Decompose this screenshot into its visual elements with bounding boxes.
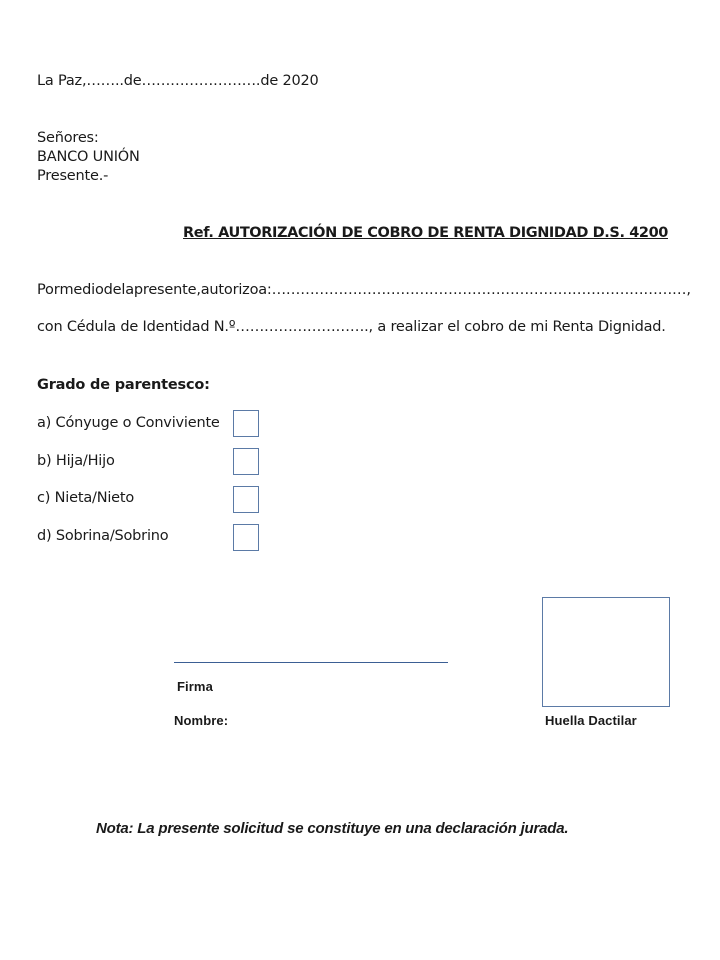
reference-title: Ref. AUTORIZACIÓN DE COBRO DE RENTA DIGNIDAD D.S. 4200 (183, 225, 668, 241)
body-line-2: con Cédula de Identidad N.º………………………., a realizar el cobro de mi Renta Dignidad. (37, 319, 666, 335)
date-line: La Paz,……..de…………………….de 2020 (37, 73, 319, 89)
kinship-heading: Grado de parentesco: (37, 377, 210, 393)
kinship-checkbox-conyuge[interactable] (233, 410, 259, 437)
kinship-option-label: b) Hija/Hijo (37, 453, 115, 469)
body-word: medio (59, 282, 104, 298)
body-word: Por (37, 282, 60, 298)
kinship-checkbox-hijo[interactable] (233, 448, 259, 475)
bank-name: BANCO UNIÓN (37, 149, 140, 165)
firma-label: Firma (177, 679, 213, 694)
kinship-checkbox-sobrino[interactable] (233, 524, 259, 551)
salutation: Señores: (37, 130, 99, 146)
nombre-label: Nombre: (174, 713, 229, 728)
presente-line: Presente.- (37, 168, 109, 184)
fingerprint-label: Huella Dactilar (545, 713, 637, 728)
body-word: presente, (133, 282, 201, 298)
authorized-name-blank[interactable]: ……………………………………………………………………………, (271, 282, 691, 298)
body-line-1 (37, 281, 691, 299)
kinship-option-label: d) Sobrina/Sobrino (37, 528, 169, 544)
signature-line[interactable] (174, 662, 448, 663)
body-word: a: (258, 282, 272, 298)
kinship-option-label: c) Nieta/Nieto (37, 490, 135, 506)
fingerprint-box[interactable] (542, 597, 670, 707)
body-word: la (121, 282, 134, 298)
body-word: autorizo (200, 282, 259, 298)
kinship-checkbox-nieto[interactable] (233, 486, 259, 513)
sworn-declaration-note: Nota: La presente solicitud se constituye en una declaración jurada. (96, 820, 569, 837)
body-word: de (103, 282, 122, 298)
kinship-option-label: a) Cónyuge o Conviviente (37, 415, 220, 431)
